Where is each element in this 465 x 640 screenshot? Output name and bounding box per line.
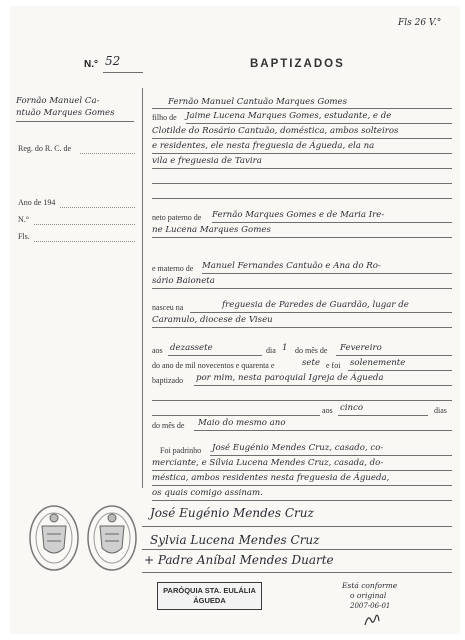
record-rule [152,327,452,328]
margin-name-line2: ntuão Marques Gomes [16,108,115,118]
number-underline [103,72,143,73]
margin-fls-line [34,241,135,242]
paternal-line2: ne Lucena Marques Gomes [152,225,271,235]
maternal-line2: sário Baioneta [152,276,215,286]
margin-divider [142,88,143,488]
record-rule [152,108,452,109]
margin-year-line [60,207,135,208]
filho-de-label: filho de [152,113,177,122]
number-value: 52 [105,54,121,68]
record-rule [190,312,452,313]
dias-label: dias [434,406,447,415]
paternal-line1: Fernão Marques Gomes e de Maria Ire- [212,210,385,220]
signature-rule [142,549,452,550]
record-line1: Fernão Manuel Cantuão Marques Gomes [168,97,348,107]
number-label: N.° [84,59,98,70]
padrinho-line1: José Eugénio Mendes Cruz, casado, co- [212,443,384,453]
margin-fls-label: Fls. [18,232,30,241]
note-line2: o original [350,591,387,600]
month2-value: Maio do mesmo ano [198,418,286,428]
do-mes2-label: do mês de [152,421,185,430]
maternal-line1: Manuel Fernandes Cantuão e Ana do Ro- [202,261,381,271]
record-rule [210,455,452,456]
record-rule [152,288,452,289]
record-rule [152,470,452,471]
born-line1: freguesia de Paredes de Guardão, lugar de [222,300,409,310]
record-line4: e residentes, ele nesta freguesia de Águeda, ela na [152,141,375,151]
signature-rule [142,572,452,573]
foi-label: e foi [326,361,341,370]
record-rule [194,430,452,431]
month-value: Fevereiro [340,343,382,353]
record-rule [168,355,262,356]
document-page [10,6,460,634]
dia-label: dia [266,346,276,355]
record-rule [152,138,452,139]
margin-reg-label: Reg. do R. C. de [18,144,72,153]
signature-godfather: José Eugénio Mendes Cruz [150,506,314,520]
folio-annotation: Fls 26 V.° [398,18,442,28]
note-line1: Está conforme [342,581,398,590]
record-line2: Jaime Lucena Marques Gomes, estudante, e de [186,111,392,121]
record-rule [338,415,428,416]
born-line2: Caramulo, diocese de Viseu [152,315,273,325]
signature-priest: + Padre Aníbal Mendes Duarte [144,553,334,567]
padrinho-line2: merciante, e Sílvia Lucena Mendes Cruz, casada, do- [152,458,384,468]
day-word: dezassete [170,343,213,353]
record-rule [348,370,452,371]
record-rule [336,355,452,356]
baptizado-label: baptizado [152,376,184,385]
initials-mark [362,612,382,628]
record-rule [152,485,452,486]
record-rule [152,415,320,416]
padrinho-line4: os quais comigo assinam. [152,488,263,498]
maternal-label: e materno de [152,264,194,273]
signature-godmother: Sylvia Lucena Mendes Cruz [150,533,320,547]
record-rule [152,500,452,501]
record-line3: Clotilde do Rosário Cantuão, doméstica, ambos solteiros [152,126,399,136]
record-rule [202,273,452,274]
page-title: BAPTIZADOS [250,58,345,70]
record-rule [152,237,452,238]
signature-rule [142,526,452,527]
margin-reg-line [80,153,135,154]
do-mes-label: do mês de [295,346,328,355]
record-rule [186,123,452,124]
record-rule [152,198,452,199]
parish-stamp [157,582,262,610]
record-rule [194,385,452,386]
margin-n-line [34,224,135,225]
padrinho-label: Foi padrinho [160,446,202,455]
record-rule [152,153,452,154]
record-rule [152,168,452,169]
margin-year-label: Ano de 194 [18,198,56,207]
note-date: 2007-06-01 [350,602,391,610]
aos2-value: cinco [340,403,364,413]
record-rule [212,222,452,223]
day-number: 1 [282,343,288,353]
foi-value: solenemente [350,358,406,368]
margin-name-line1: Fornão Manuel Ca- [16,96,100,106]
born-label: nasceu na [152,303,184,312]
aos-label: aos [152,346,163,355]
baptizado-value: por mim, nesta paroquial Igreja de Águeda [196,373,384,383]
stamp-line2: ÁGUEDA [193,596,226,605]
paternal-label: neto paterno de [152,213,202,222]
embossed-seal-left [28,504,80,572]
stamp-line1: PARÓQUIA STA. EULÁLIA [163,586,256,595]
record-line5: vila e freguesia de Tavira [152,156,262,166]
embossed-seal-right [86,504,138,572]
padrinho-line3: méstica, ambos residentes nesta freguesia de Águeda, [152,473,390,483]
year-word: sete [302,358,321,368]
record-rule [152,183,452,184]
margin-n-label: N.° [18,215,29,224]
year-printed: do ano de mil novecentos e quarenta e [152,361,275,370]
margin-rule [16,121,134,122]
aos2-label: aos [322,406,333,415]
record-rule [152,400,452,401]
